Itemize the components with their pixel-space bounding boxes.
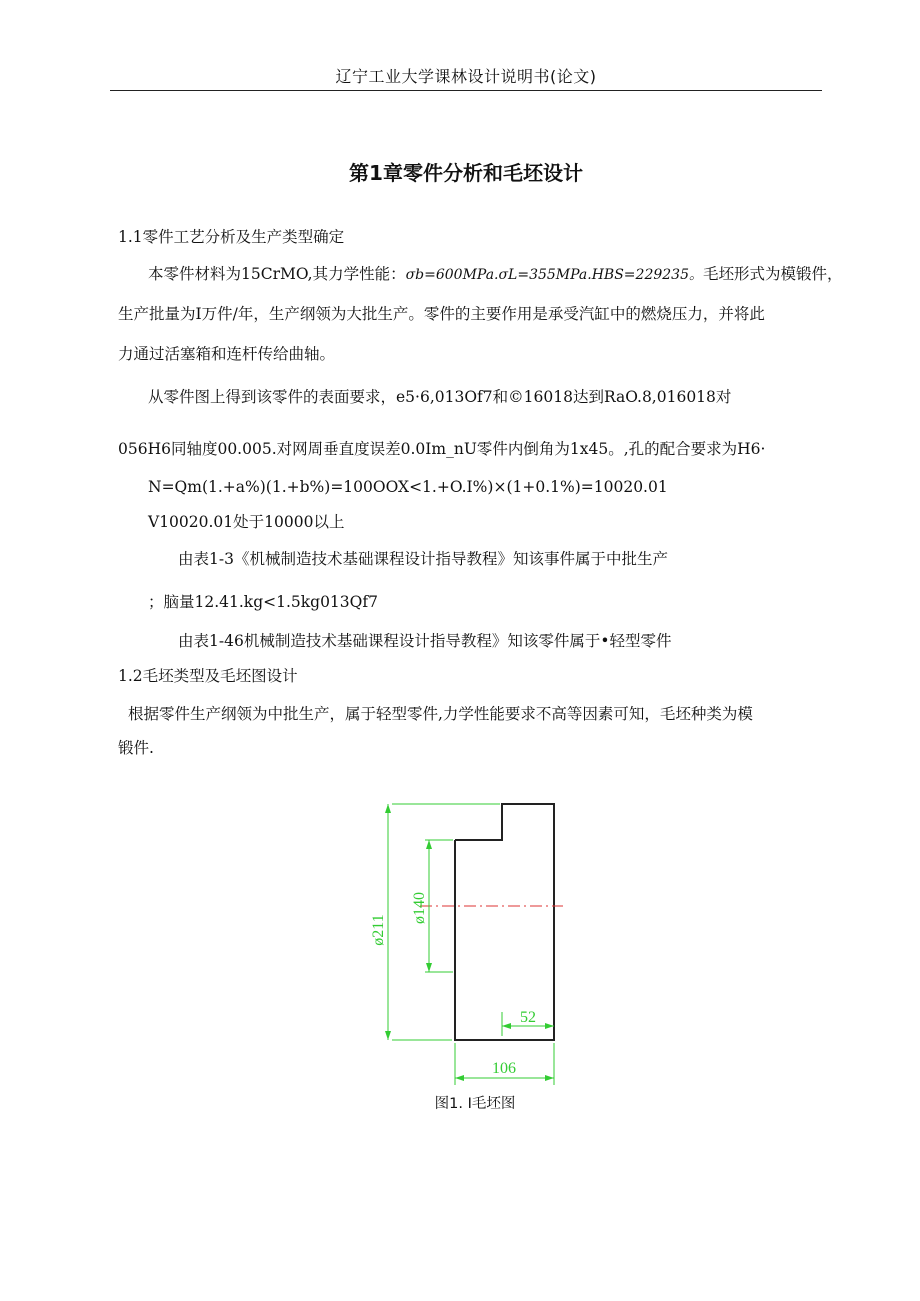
- paragraph-surface-requirements-line2: 056H6同轴度00.005.对网周垂直度误差0.0Im_nU零件内倒角为1x45。,孔的配合要求为H6·: [118, 440, 766, 458]
- dimension-inner-diameter: ø140: [411, 892, 428, 924]
- paragraph-material-line2: 生产批量为I万件/年，生产纲领为大批生产。零件的主要作用是承受汽缸中的燃烧压力，并将此: [118, 305, 765, 323]
- dimension-lines: [388, 804, 554, 1085]
- paragraph-mass: ；脑量12.41.kg<1.5kg013Qf7: [148, 593, 378, 611]
- paragraph-blank-type: 根据零件生产纲领为中批生产，属于轻型零件,力学性能要求不高等因素可知，毛坯种类为模: [128, 705, 753, 723]
- formula-production-quantity: N=Qm(1.+a%)(1.+b%)=100OOX<1.+O.I%)×(1+0.1%)=10020.01: [148, 478, 668, 496]
- paragraph-surface-requirements: 从零件图上得到该零件的表面要求，e5·6,013Of7和©16018达到RaO.8,016018对: [148, 388, 732, 406]
- running-header: 辽宁工业大学课林设计说明书(论文): [335, 67, 597, 86]
- paragraph-material: [148, 263, 843, 286]
- blank-form-text: 毛坯形式为模锻件，: [702, 265, 843, 283]
- blank-drawing-figure: [370, 800, 570, 1090]
- header-rule: [110, 90, 822, 91]
- dimension-outer-diameter: ø211: [370, 914, 387, 946]
- chapter-title: 第1章零件分析和毛坯设计: [349, 161, 583, 185]
- paragraph-blank-type-line2: 锻件.: [118, 739, 154, 757]
- section-heading-1-1: 1.1零件工艺分析及生产类型确定: [118, 228, 345, 246]
- material-text: 本零件材料为15CrMO,其力学性能：: [148, 265, 406, 283]
- formula-volume: V10020.01处于10000以上: [148, 513, 345, 531]
- part-outline: [455, 804, 554, 1040]
- paragraph-part-weight-class: 由表1-46机械制造技术基础课程设计指导教程》知该零件属于•轻型零件: [178, 632, 672, 650]
- mechanical-properties-formula: σb=600MPa.σL=355MPa.HBS=229235。: [405, 267, 703, 283]
- paragraph-material-line3: 力通过活塞箱和连杆传给曲轴。: [118, 345, 336, 363]
- figure-caption: 图1. I毛坯图: [434, 1096, 516, 1112]
- dimension-flange-length: 52: [520, 1009, 536, 1026]
- paragraph-production-type: 由表1-3《机械制造技术基础课程设计指导教程》知该事件属于中批生产: [178, 550, 668, 568]
- section-heading-1-2: 1.2毛坯类型及毛坯图设计: [118, 667, 298, 685]
- dimension-total-length: 106: [492, 1060, 516, 1077]
